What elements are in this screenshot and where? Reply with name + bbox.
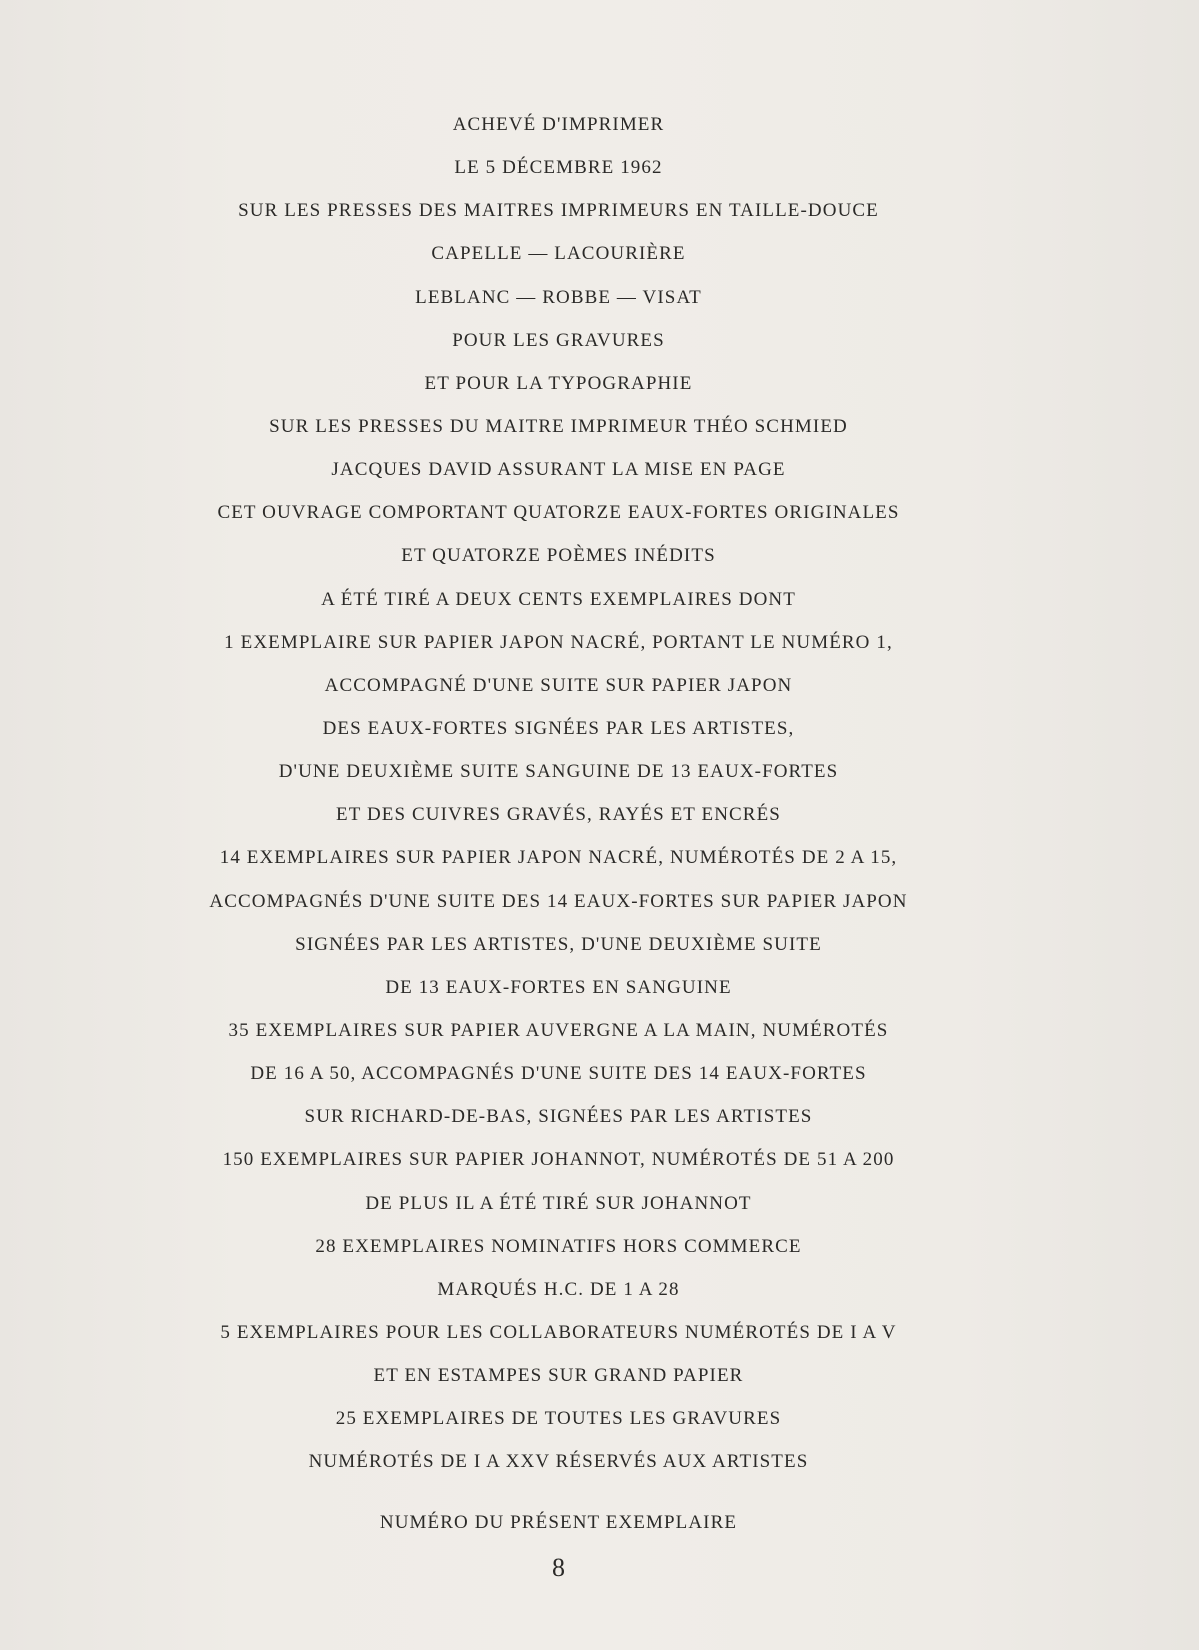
- colophon-line: MARQUÉS H.C. DE 1 A 28: [437, 1278, 680, 1300]
- colophon-line: CAPELLE — LACOURIÈRE: [431, 243, 686, 265]
- colophon-line: ET EN ESTAMPES SUR GRAND PAPIER: [373, 1365, 744, 1387]
- colophon-line: SUR LES PRESSES DU MAITRE IMPRIMEUR THÉO SCHMIED: [269, 415, 848, 437]
- colophon-line: 5 EXEMPLAIRES POUR LES COLLABORATEURS NUMÉROTÉS DE I A V: [220, 1321, 897, 1343]
- colophon-line: ET DES CUIVRES GRAVÉS, RAYÉS ET ENCRÉS: [336, 804, 781, 826]
- colophon-line: ET POUR LA TYPOGRAPHIE: [424, 372, 693, 394]
- colophon-line: D'UNE DEUXIÈME SUITE SANGUINE DE 13 EAUX-FORTES: [278, 761, 839, 783]
- copy-number-label: NUMÉRO DU PRÉSENT EXEMPLAIRE: [379, 1512, 738, 1533]
- colophon-line: DE 16 A 50, ACCOMPAGNÉS D'UNE SUITE DES 14 EAUX-FORTES: [250, 1063, 867, 1085]
- colophon-line: 28 EXEMPLAIRES NOMINATIFS HORS COMMERCE: [315, 1235, 802, 1257]
- colophon-line: 35 EXEMPLAIRES SUR PAPIER AUVERGNE A LA MAIN, NUMÉROTÉS: [228, 1019, 889, 1041]
- colophon-line: 150 EXEMPLAIRES SUR PAPIER JOHANNOT, NUMÉROTÉS DE 51 A 200: [222, 1149, 895, 1171]
- colophon-line: SIGNÉES PAR LES ARTISTES, D'UNE DEUXIÈME SUITE: [295, 933, 822, 955]
- colophon-line: SUR LES PRESSES DES MAITRES IMPRIMEURS EN TAILLE-DOUCE: [238, 200, 879, 222]
- colophon-line: DES EAUX-FORTES SIGNÉES PAR LES ARTISTES,: [322, 717, 795, 739]
- colophon-line: 1 EXEMPLAIRE SUR PAPIER JAPON NACRÉ, PORTANT LE NUMÉRO 1,: [224, 631, 893, 653]
- colophon-line: NUMÉROTÉS DE I A XXV RÉSERVÉS AUX ARTISTES: [308, 1451, 809, 1473]
- colophon-line: 14 EXEMPLAIRES SUR PAPIER JAPON NACRÉ, NUMÉROTÉS DE 2 A 15,: [219, 847, 898, 869]
- colophon-line: A ÉTÉ TIRÉ A DEUX CENTS EXEMPLAIRES DONT: [321, 588, 796, 610]
- colophon-line: ET QUATORZE POÈMES INÉDITS: [401, 545, 716, 567]
- colophon-line: ACHEVÉ D'IMPRIMER: [452, 114, 665, 135]
- colophon-line: ACCOMPAGNÉ D'UNE SUITE SUR PAPIER JAPON: [324, 674, 793, 696]
- colophon-line: JACQUES DAVID ASSURANT LA MISE EN PAGE: [331, 459, 786, 481]
- colophon-text: [0, 103, 1117, 1484]
- colophon-line: LE 5 DÉCEMBRE 1962: [454, 157, 663, 179]
- colophon-line: 25 EXEMPLAIRES DE TOUTES LES GRAVURES: [335, 1408, 782, 1430]
- colophon-line: DE PLUS IL A ÉTÉ TIRÉ SUR JOHANNOT: [365, 1192, 752, 1214]
- copy-number: 8: [552, 1553, 565, 1582]
- colophon-line: POUR LES GRAVURES: [452, 329, 665, 351]
- colophon-line: ACCOMPAGNÉS D'UNE SUITE DES 14 EAUX-FORTES SUR PAPIER JAPON: [209, 890, 908, 912]
- colophon-line: CET OUVRAGE COMPORTANT QUATORZE EAUX-FORTES ORIGINALES: [217, 502, 900, 524]
- colophon-line: SUR RICHARD-DE-BAS, SIGNÉES PAR LES ARTISTES: [304, 1106, 813, 1128]
- colophon-line: DE 13 EAUX-FORTES EN SANGUINE: [385, 976, 732, 998]
- colophon-line: LEBLANC — ROBBE — VISAT: [415, 286, 702, 308]
